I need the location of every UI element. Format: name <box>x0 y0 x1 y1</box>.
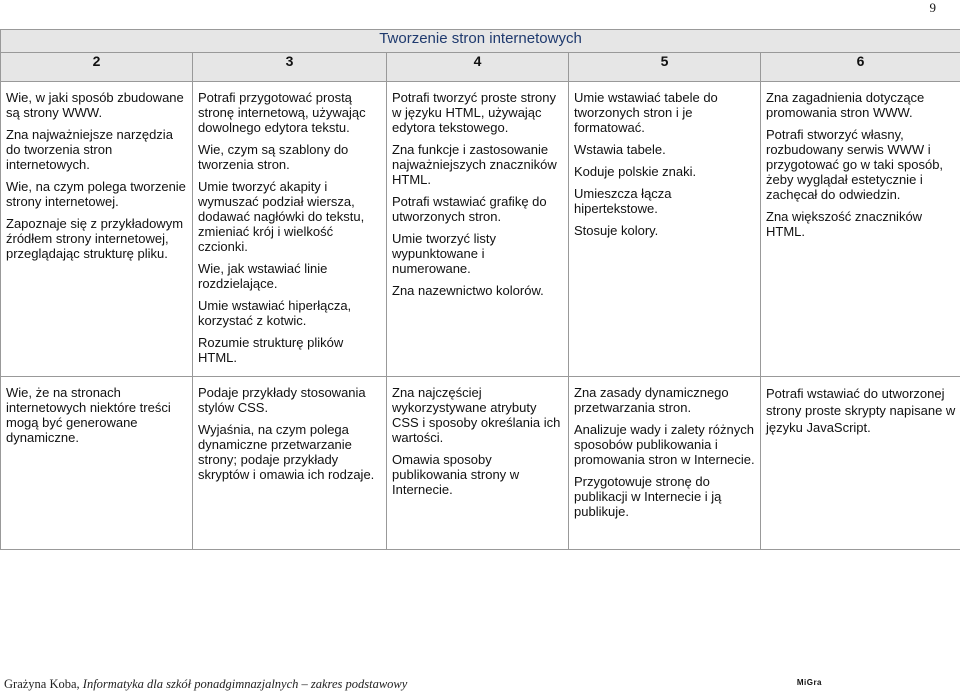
requirement-text: Omawia sposoby publikowania strony w Internecie. <box>392 452 520 497</box>
requirement-text: Przygotowuje stronę do publikacji w Internecie i ją publikuje. <box>574 474 722 519</box>
requirement-text: Wyjaśnia, na czym polega dynamiczne przetwarzanie strony; podaje przykłady skryptów i omawia ich rodzaje. <box>198 422 375 482</box>
table-cell <box>569 377 761 550</box>
requirement-text: Umieszcza łącza hipertekstowe. <box>574 186 672 216</box>
requirement-text: Umie tworzyć akapity i wymuszać podział wiersza, dodawać nagłówki do tekstu, zmieniać krój i wielkość czcionki. <box>198 179 365 254</box>
requirement-text: Zna najczęściej wykorzystywane atrybuty CSS i sposoby określania ich wartości. <box>392 385 561 445</box>
table-title: Tworzenie stron internetowych <box>1 30 960 53</box>
grade-header: 5 <box>569 53 761 82</box>
requirement-text: Analizuje wady i zalety różnych sposobów publikowania i promowania stron w Internecie. <box>574 422 755 467</box>
requirement-text: Zna większość znaczników HTML. <box>766 209 923 239</box>
requirement-text: Potrafi tworzyć proste strony w języku HTML, używając edytora tekstowego. <box>392 90 556 135</box>
table-cell <box>761 377 960 550</box>
footer-author: Grażyna Koba, <box>4 677 83 691</box>
table-cell <box>1 377 193 550</box>
requirement-text: Zna najważniejsze narzędzia do tworzenia stron internetowych. <box>6 127 173 172</box>
requirement-text: Zapoznaje się z przykładowym źródłem strony internetowej, przeglądając strukturę pliku. <box>6 216 184 261</box>
requirement-text: Stosuje kolory. <box>574 223 659 238</box>
requirement-text: Koduje polskie znaki. <box>574 164 697 179</box>
table-cell <box>761 82 960 377</box>
table-cell <box>1 82 193 377</box>
requirement-text: Umie wstawiać hiperłącza, korzystać z kotwic. <box>198 298 352 328</box>
table-cell <box>193 82 387 377</box>
footer-book-title: Informatyka dla szkół ponadgimnazjalnych – zakres podstawowy <box>82 677 408 691</box>
requirement-text: Wie, w jaki sposób zbudowane są strony WWW. <box>6 90 184 120</box>
footer-citation <box>4 677 407 692</box>
requirement-text: Zna zagadnienia dotyczące promowania stron WWW. <box>766 90 925 120</box>
requirement-text: Potrafi wstawiać do utworzonej strony proste skrypty napisane w języku JavaScript. <box>766 386 956 435</box>
requirement-text: Umie wstawiać tabele do tworzonych stron i je formatować. <box>574 90 718 135</box>
grade-header: 2 <box>1 53 193 82</box>
table-cell <box>569 82 761 377</box>
table-title-row <box>1 30 960 53</box>
requirement-text: Zna funkcje i zastosowanie najważniejszych znaczników HTML. <box>392 142 557 187</box>
table-row <box>1 82 960 377</box>
page-number: 9 <box>929 0 936 15</box>
requirement-text: Wie, że na stronach internetowych niektóre treści mogą być generowane dynamiczne. <box>6 385 171 445</box>
grade-header: 6 <box>761 53 960 82</box>
curriculum-table <box>0 29 960 550</box>
grade-header-row <box>1 53 960 82</box>
requirement-text: Wie, jak wstawiać linie rozdzielające. <box>198 261 328 291</box>
requirement-text: Zna nazewnictwo kolorów. <box>392 283 544 298</box>
requirement-text: Rozumie strukturę plików HTML. <box>198 335 344 365</box>
requirement-text: Wie, na czym polega tworzenie strony internetowej. <box>6 179 186 209</box>
table-cell <box>387 377 569 550</box>
requirement-text: Potrafi stworzyć własny, rozbudowany serwis WWW i przygotować go w taki sposób, żeby wyglądał estetycznie i zachęcał do odwiedzin. <box>766 127 944 202</box>
grade-header: 3 <box>193 53 387 82</box>
publisher-logo: MiGra <box>796 678 822 687</box>
requirement-text: Umie tworzyć listy wypunktowane i numerowane. <box>392 231 497 276</box>
grade-header: 4 <box>387 53 569 82</box>
requirement-text: Potrafi przygotować prostą stronę internetową, używając dowolnego edytora tekstu. <box>198 90 366 135</box>
requirement-text: Wstawia tabele. <box>574 142 666 157</box>
table-cell <box>193 377 387 550</box>
table-cell <box>387 82 569 377</box>
table-row <box>1 377 960 550</box>
requirement-text: Wie, czym są szablony do tworzenia stron. <box>198 142 349 172</box>
requirement-text: Potrafi wstawiać grafikę do utworzonych stron. <box>392 194 547 224</box>
requirement-text: Podaje przykłady stosowania stylów CSS. <box>198 385 366 415</box>
requirement-text: Zna zasady dynamicznego przetwarzania stron. <box>574 385 729 415</box>
